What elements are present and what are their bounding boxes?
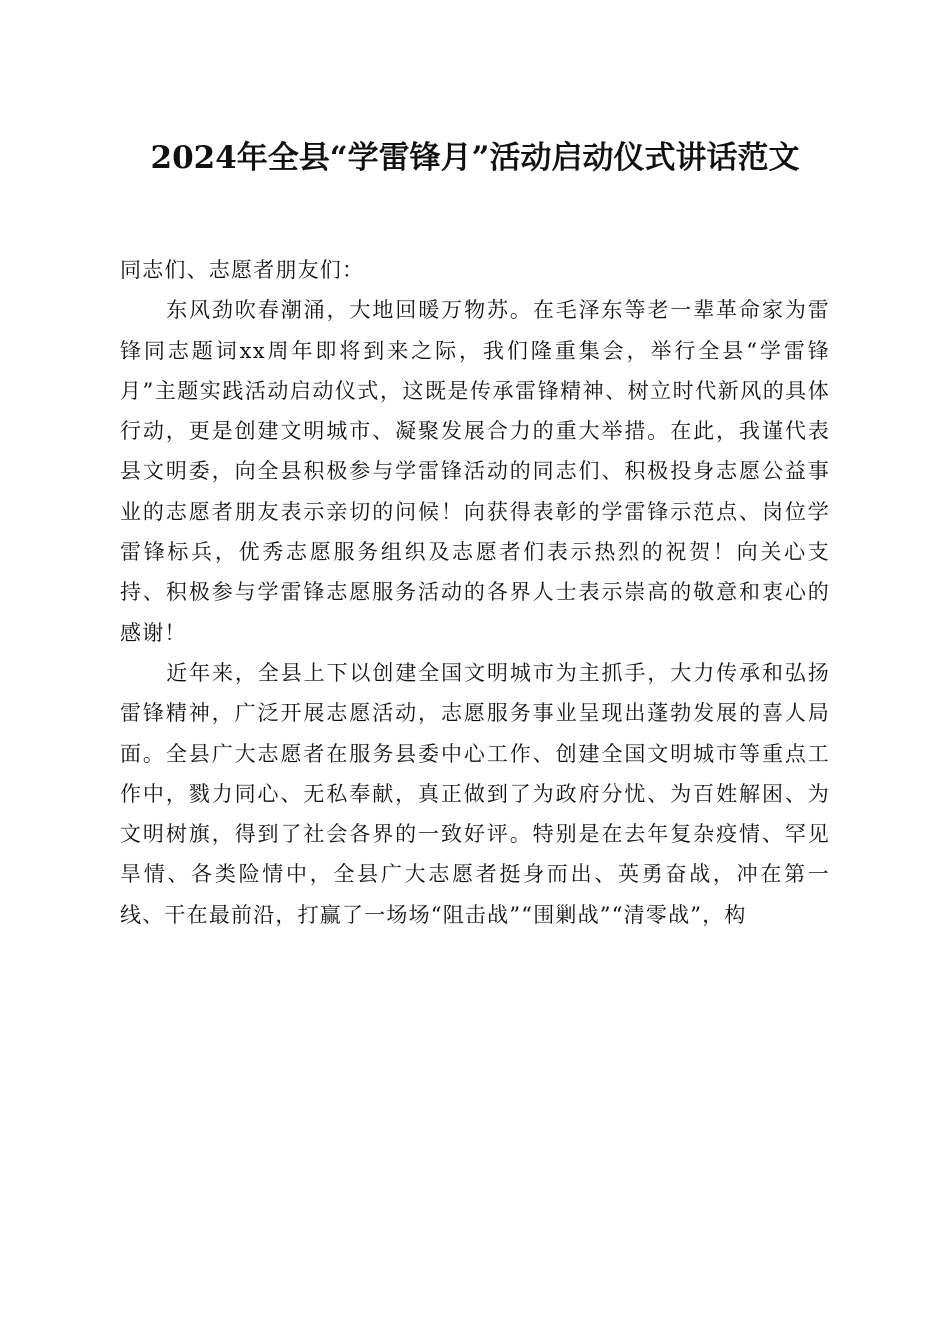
document-title: 2024年全县“学雷锋月”活动启动仪式讲话范文	[150, 140, 800, 176]
paragraph-2: 近年来，全县上下以创建全国文明城市为主抓手，大力传承和弘扬雷锋精神，广泛开展志愿活动，志愿服务事业呈现出蓬勃发展的喜人局面。全县广大志愿者在服务县委中心工作、创建全国文明城市等重点工作中，戮力同心、无私奉献，真正做到了为政府分忧、为百姓解困、为文明树旗，得到了社会各界的一致好评。特别是在去年复杂疫情、罕见旱情、各类险情中，全县广大志愿者挺身而出、英勇奋战，冲在第一线、干在最前沿，打赢了一场场“阻击战”“围剿战”“清零战”，构	[120, 660, 830, 927]
paragraph-1: 东风劲吹春潮涌，大地回暖万物苏。在毛泽东等老一辈革命家为雷锋同志题词xx周年即将到来之际，我们隆重集会，举行全县“学雷锋月”主题实践活动启动仪式，这既是传承雷锋精神、树立时代新风的具体行动，更是创建文明城市、凝聚发展合力的重大举措。在此，我谨代表县文明委，向全县积极参与学雷锋活动的同志们、积极投身志愿公益事业的志愿者朋友表示亲切的问候！向获得表彰的学雷锋示范点、岗位学雷锋标兵，优秀志愿服务组织及志愿者们表示热烈的祝贺！向关心支持、积极参与学雷锋志愿服务活动的各界人士表示崇高的敬意和衷心的感谢！	[120, 298, 830, 645]
salutation: 同志们、志愿者朋友们：	[120, 258, 365, 282]
document-body	[120, 250, 830, 935]
